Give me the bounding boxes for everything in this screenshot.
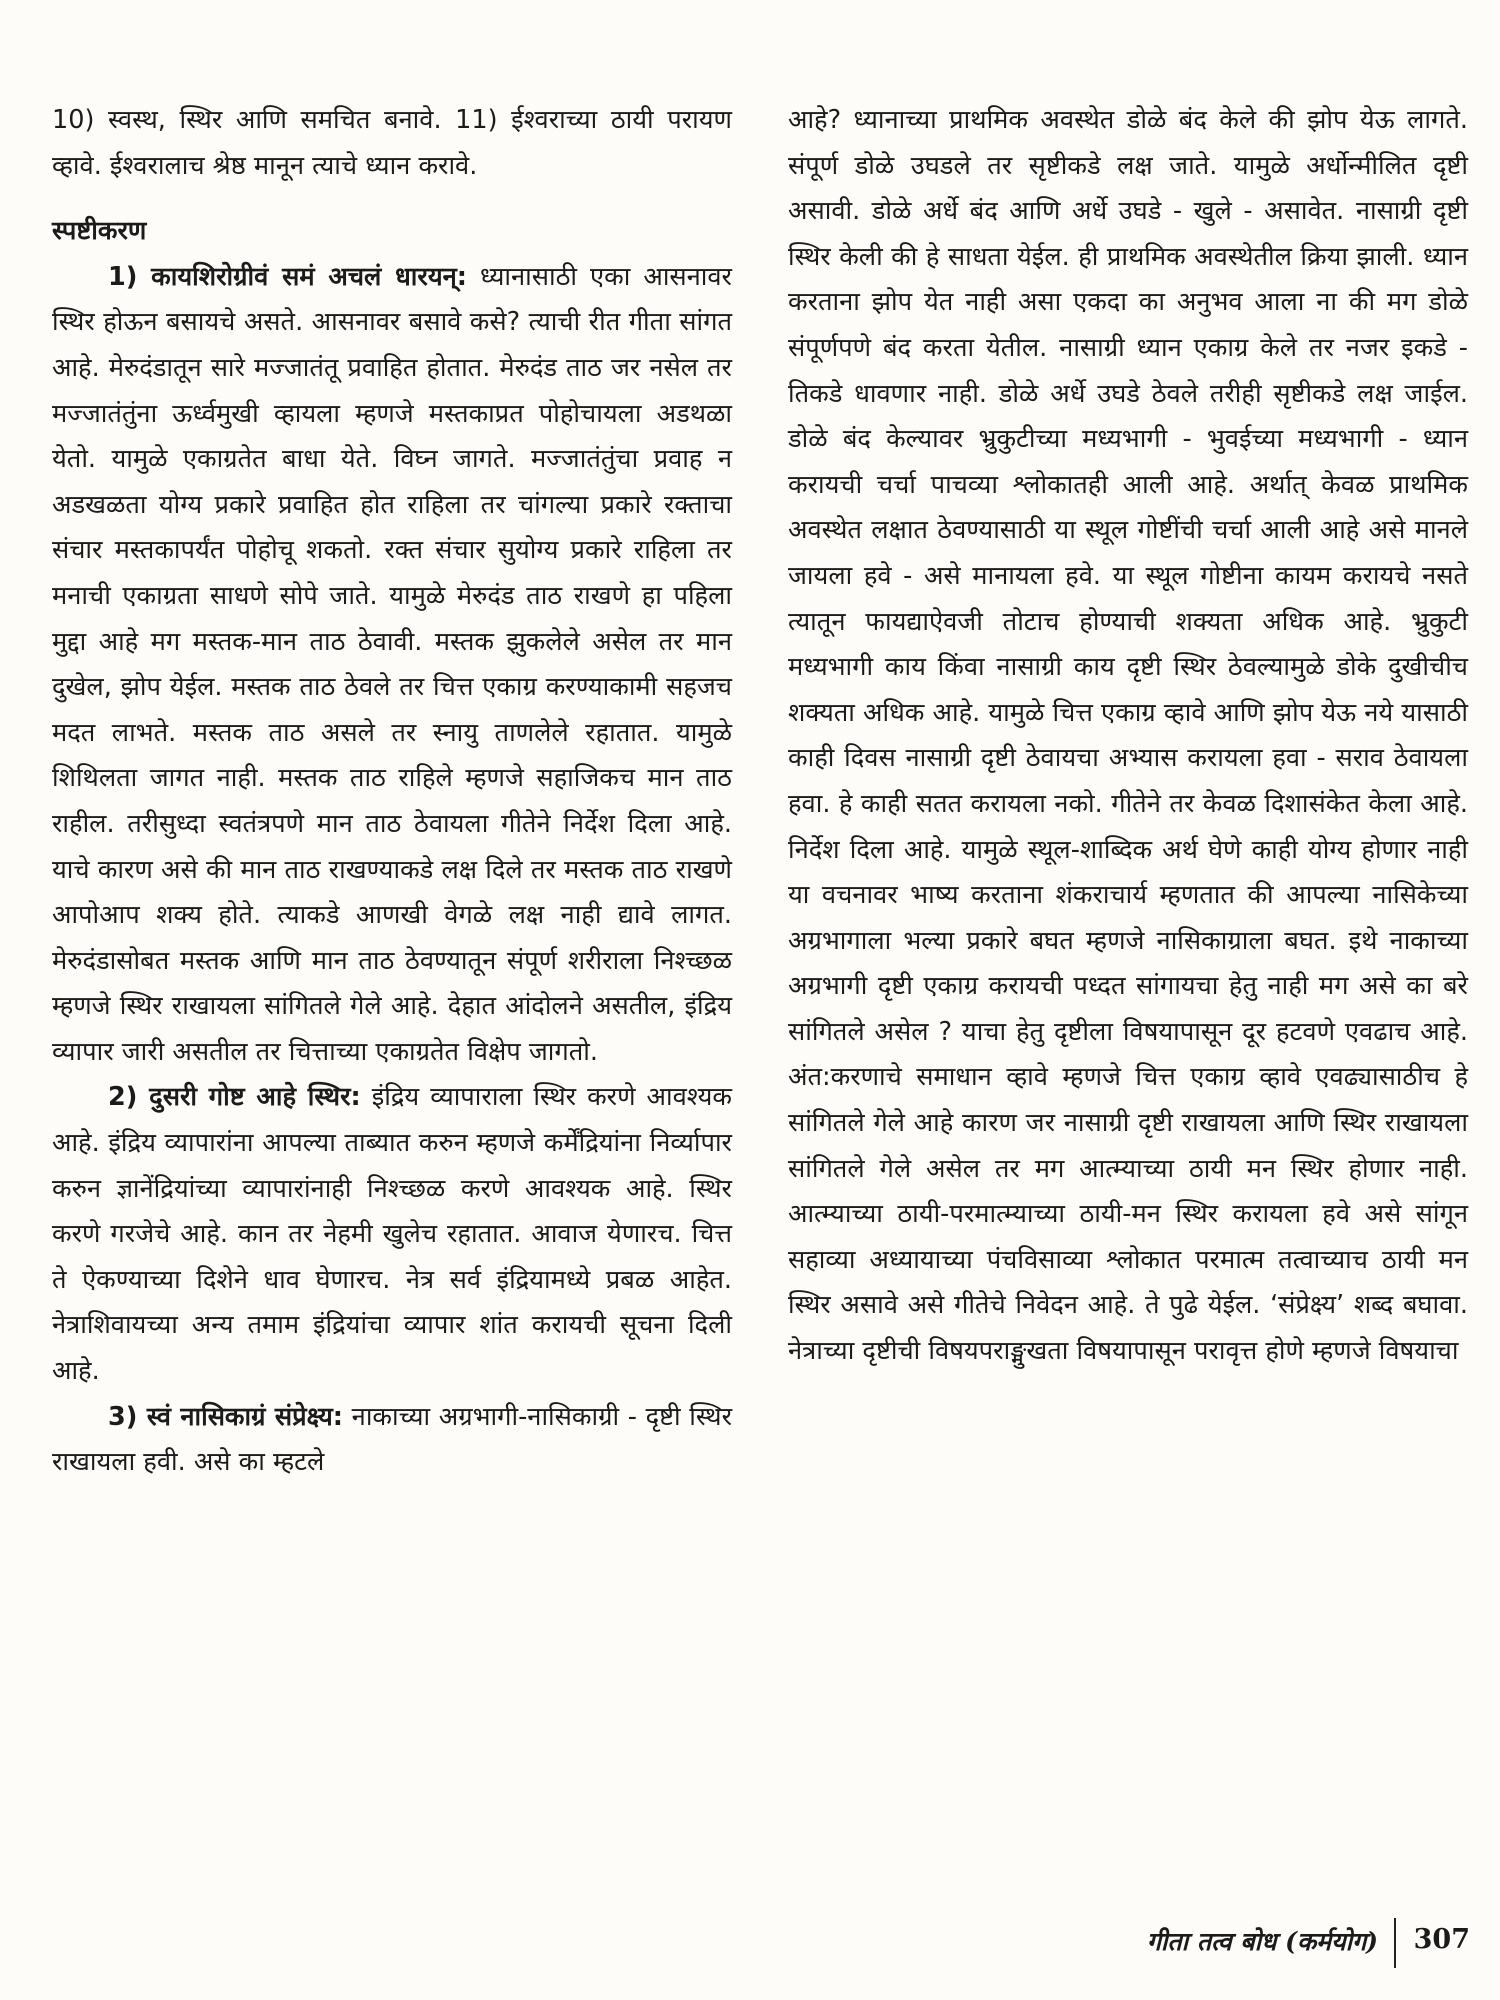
paragraph-3-label: 3) स्वं नासिकाग्रं संप्रेक्ष्य: [108,1401,344,1432]
paragraph-1 [52,255,732,1076]
paragraph-2-label: 2) दुसरी गोष्ट आहे स्थिर: [108,1082,361,1113]
intro-paragraph: 10) स्वस्थ, स्थिर आणि समचित बनावे. 11) ईश्वराच्या ठायी परायण व्हावे. ईश्वरालाच श्रेष्ठ मानून त्याचे ध्यान करावे. [52,105,732,181]
paragraph-3 [52,1395,732,1486]
footer-divider [1394,1918,1396,1968]
left-column [52,98,732,1486]
right-column [788,98,1468,1375]
paragraph-3-body: नाकाच्या अग्रभागी-नासिकाग्री - दृष्टी स्थिर राखायला हवी. असे का म्हटले [52,1401,732,1478]
right-column-text: आहे? ध्यानाच्या प्राथमिक अवस्थेत डोळे बंद केले की झोप येऊ लागते. संपूर्ण डोळे उघडले तर सृष्टीकडे लक्ष जाते. यामुळे अर्धोन्मीलित दृष्टी असावी. डोळे अर्धे बंद आणि अर्धे उघडे - खुले - असावेत. नासाग्री दृष्टी स्थिर केली की हे साधता येईल. ही प्राथमिक अवस्थेतील क्रिया झाली. ध्यान करताना झोप येत नाही असा एकदा का अनुभव आला ना की मग डोळे संपूर्णपणे बंद करता येतील. नासाग्री ध्यान एकाग्र केले तर नजर इकडे - तिकडे धावणार नाही. डोळे अर्धे उघडे ठेवले तरीही सृष्टीकडे लक्ष जाईल. डोळे बंद केल्यावर भ्रुकुटीच्या मध्यभागी - भुवईच्या मध्यभागी - ध्यान करायची चर्चा पाचव्या श्लोकातही आली आहे. अर्थात् केवळ प्राथमिक अवस्थेत लक्षात ठेवण्यासाठी या स्थूल गोष्टींची चर्चा आली आहे असे मानले जायला हवे - असे मानायला हवे. या स्थूल गोष्टीना कायम करायचे नसते त्यातून फायद्याऐवजी तोटाच होण्याची शक्यता अधिक आहे. भ्रुकुटी मध्यभागी काय किंवा नासाग्री काय दृष्टी स्थिर ठेवल्यामुळे डोके दुखीचीच शक्यता अधिक आहे. यामुळे चित्त एकाग्र व्हावे आणि झोप येऊ नये यासाठी काही दिवस नासाग्री दृष्टी ठेवायचा अभ्यास करायला हवा - सराव ठेवायला हवा. हे काही सतत करायला नको. गीतेने तर केवळ दिशासंकेत केला आहे. निर्देश दिला आहे. यामुळे स्थूल-शाब्दिक अर्थ घेणे काही योग्य होणार नाही या वचनावर भाष्य करताना शंकराचार्य म्हणतात की आपल्या नासिकेच्या अग्रभागाला भल्या प्रकारे बघत म्हणजे नासिकाग्राला बघत. इथे नाकाच्या अग्रभागी दृष्टी एकाग्र करायची पध्दत सांगायचा हेतु नाही मग असे का बरे सांगितले असेल ? याचा हेतु दृष्टीला विषयापासून दूर हटवणे एवढाच आहे. अंत:करणाचे समाधान व्हावे म्हणजे चित्त एकाग्र व्हावे एवढ्यासाठीच हे सांगितले गेले आहे कारण जर नासाग्री दृष्टी राखायला आणि स्थिर राखायला सांगितले गेले असेल तर मग आत्म्याच्या ठायी मन स्थिर होणार नाही. आत्म्याच्या ठायी-परमात्म्याच्या ठायी-मन स्थिर करायला हवे असे सांगून सहाव्या अध्यायाच्या पंचविसाव्या श्लोकात परमात्म तत्वाच्याच ठायी मन स्थिर असावे असे गीतेचे निवेदन आहे. ते पुढे येईल. ‘संप्रेक्ष्य’ शब्द बघावा. नेत्राच्या दृष्टीची विषयपराङ्मुखता विषयापासून परावृत्त होणे म्हणजे विषयाचा [788,105,1468,1367]
page-number: 307 [1413,1924,1470,1955]
page-footer [1000,1918,1470,1968]
footer-book-title: गीता तत्व बोध (कर्मयोग) [1146,1927,1378,1956]
section-heading: स्पष्टीकरण [52,216,147,247]
paragraph-1-body: ध्यानासाठी एका आसनावर स्थिर होऊन बसायचे असते. आसनावर बसावे कसे? त्याची रीत गीता सांगत आहे. मेरुदंडातून सारे मज्जातंतू प्रवाहित होतात. मेरुदंड ताठ जर नसेल तर मज्जातंतुंना ऊर्ध्वमुखी व्हायला म्हणजे मस्तकाप्रत पोहोचायला अडथळा येतो. यामुळे एकाग्रतेत बाधा येते. विघ्न जागते. मज्जातंतुंचा प्रवाह न अडखळता योग्य प्रकारे प्रवाहित होत राहिला तर चांगल्या प्रकारे रक्ताचा संचार मस्तकापर्यंत पोहोचू शकतो. रक्त संचार सुयोग्य प्रकारे राहिला तर मनाची एकाग्रता साधणे सोपे जाते. यामुळे मेरुदंड ताठ राखणे हा पहिला मुद्दा आहे मग मस्तक-मान ताठ ठेवावी. मस्तक झुकलेले असेल तर मान दुखेल, झोप येईल. मस्तक ताठ ठेवले तर चित्त एकाग्र करण्याकामी सहजच मदत लाभते. मस्तक ताठ असले तर स्नायु ताणलेले रहातात. यामुळे शिथिलता जागत नाही. मस्तक ताठ राहिले म्हणजे सहाजिकच मान ताठ राहील. तरीसुध्दा स्वतंत्रपणे मान ताठ ठेवायला गीतेने निर्देश दिला आहे. याचे कारण असे की मान ताठ राखण्याकडे लक्ष दिले तर मस्तक ताठ राखणे आपोआप शक्य होते. त्याकडे आणखी वेगळे लक्ष नाही द्यावे लागत. मेरुदंडासोबत मस्तक आणि मान ताठ ठेवण्यातून संपूर्ण शरीराला निश्च्छळ म्हणजे स्थिर राखायला सांगितले गेले आहे. देहात आंदोलने असतील, इंद्रिय व्यापार जारी असतील तर चित्ताच्या एकाग्रतेत विक्षेप जागतो. [52,261,732,1067]
paragraph-2 [52,1075,732,1394]
paragraph-2-body: इंद्रिय व्यापाराला स्थिर करणे आवश्यक आहे. इंद्रिय व्यापारांना आपल्या ताब्यात करुन म्हणजे कर्मेंद्रियांना निर्व्यापार करुन ज्ञानेंद्रियांच्या व्यापारांनाही निश्च्छळ करणे आवश्यक आहे. स्थिर करणे गरजेचे आहे. कान तर नेहमी खुलेच रहातात. आवाज येणारच. चित्त ते ऐकण्याच्या दिशेने धाव घेणारच. नेत्र सर्व इंद्रियामध्ये प्रबळ आहेत. नेत्राशिवायच्या अन्य तमाम इंद्रियांचा व्यापार शांत करायची सूचना दिली आहे. [52,1082,732,1387]
paragraph-1-label: 1) कायशिरोग्रीवं समं अचलं धारयन्: [108,261,467,292]
